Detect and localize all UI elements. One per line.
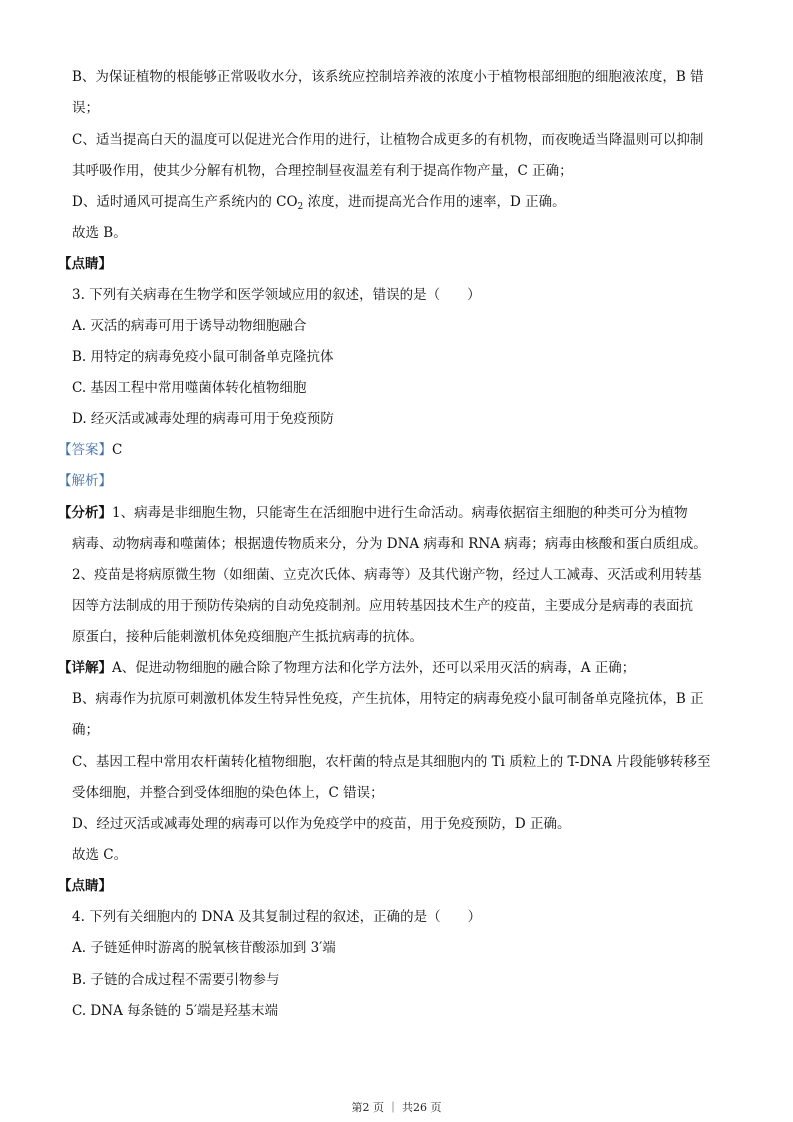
q4-option-c: C. DNA 每条链的 5′端是羟基末端 (72, 1003, 279, 1019)
q2-option-b-explanation-line2: 误； (72, 100, 99, 116)
q3-stem: 3. 下列有关病毒在生物学和医学领域应用的叙述，错误的是（ ） (72, 287, 481, 303)
q2-d-text-pre: D、适时通风可提高生产系统内的 CO (72, 194, 298, 210)
q3-option-d: D. 经灭活或减毒处理的病毒可用于免疫预防 (72, 411, 334, 427)
q3-xiangjie-d: D、经过灭活或减毒处理的病毒可以作为免疫学中的疫苗，用于免疫预防，D 正确。 (72, 816, 571, 832)
q3-xiangjie-label: 【详解】 (58, 660, 112, 676)
q3-fenxi-line5: 原蛋白，接种后能刺激机体免疫细胞产生抵抗病毒的抗体。 (72, 629, 423, 645)
q3-fenxi-text: 1、病毒是非细胞生物，只能寄生在活细胞中进行生命活动。病毒依据宿主细胞的种类可分为植物 (112, 505, 688, 521)
q4-stem: 4. 下列有关细胞内的 DNA 及其复制过程的叙述，正确的是（ ） (72, 909, 482, 925)
q3-xiangjie-a (58, 658, 710, 678)
q2-option-c-explanation-line2: 其呼吸作用，使其少分解有机物，合理控制昼夜温差有利于提高作物产量，C 正确； (72, 163, 573, 179)
q2-dianjing-label: 【点睛】 (58, 256, 112, 272)
q3-xiangjie-a-text: A、促进动物细胞的融合除了物理方法和化学方法外，还可以采用灭活的病毒，A 正确； (112, 660, 636, 676)
q4-option-b: B. 子链的合成过程不需要引物参与 (72, 972, 280, 988)
q3-answer (58, 440, 710, 460)
q3-option-c: C. 基因工程中常用噬菌体转化植物细胞 (72, 380, 307, 396)
q2-option-d-explanation (72, 192, 724, 217)
q3-fenxi-line2: 病毒、动物病毒和噬菌体；根据遗传物质来分，分为 DNA 病毒和 RNA 病毒；病毒由核酸和蛋白质组成。 (72, 536, 707, 552)
co2-subscript: 2 (297, 202, 304, 212)
q3-answer-label: 【答案】 (58, 442, 112, 458)
q3-fenxi-line4: 因等方法制成的用于预防传染病的自动免疫制剂。应用转基因技术生产的疫苗，主要成分是病毒的表面抗 (72, 598, 693, 614)
q3-option-a: A. 灭活的病毒可用于诱导动物细胞融合 (72, 318, 307, 334)
q3-fenxi-line3: 2、疫苗是将病原微生物（如细菌、立克次氏体、病毒等）及其代谢产物，经过人工减毒、灭活或利用转基 (72, 567, 702, 583)
q3-xiangjie-b-line1: B、病毒作为抗原可刺激机体发生特异性免疫，产生抗体，用特定的病毒免疫小鼠可制备单克隆抗体，B 正 (72, 691, 704, 707)
q3-fenxi-line1 (58, 503, 710, 523)
q2-option-b-explanation-line1: B、为保证植物的根能够正常吸收水分，该系统应控制培养液的浓度小于植物根部细胞的细胞液浓度，B 错 (72, 69, 704, 85)
q3-choice-conclusion: 故选 C。 (72, 847, 128, 863)
q3-xiangjie-c-line2: 受体细胞，并整合到受体细胞的染色体上，C 错误； (72, 785, 384, 801)
q2-choice-conclusion: 故选 B。 (72, 225, 127, 241)
q3-answer-value: C (112, 442, 123, 458)
q3-option-b: B. 用特定的病毒免疫小鼠可制备单克隆抗体 (72, 349, 334, 365)
q3-fenxi-label: 【分析】 (58, 505, 112, 521)
q3-analysis-label: 【解析】 (58, 473, 112, 489)
page-footer: 第2 页 ｜ 共26 页 (351, 1101, 442, 1114)
q2-option-c-explanation-line1: C、适当提高白天的温度可以促进光合作用的进行，让植物合成更多的有机物，而夜晚适当降温则可以抑制 (72, 132, 704, 148)
q2-d-text-post: 浓度，进而提高光合作用的速率，D 正确。 (303, 194, 566, 210)
q3-xiangjie-b-line2: 确； (72, 722, 99, 738)
q3-dianjing-label: 【点睛】 (58, 878, 112, 894)
q3-xiangjie-c-line1: C、基因工程中常用农杆菌转化植物细胞，农杆菌的特点是其细胞内的 Ti 质粒上的 T-DNA 片段能够转移至 (72, 754, 711, 770)
q4-option-a: A. 子链延伸时游离的脱氧核苷酸添加到 3′端 (72, 940, 336, 956)
